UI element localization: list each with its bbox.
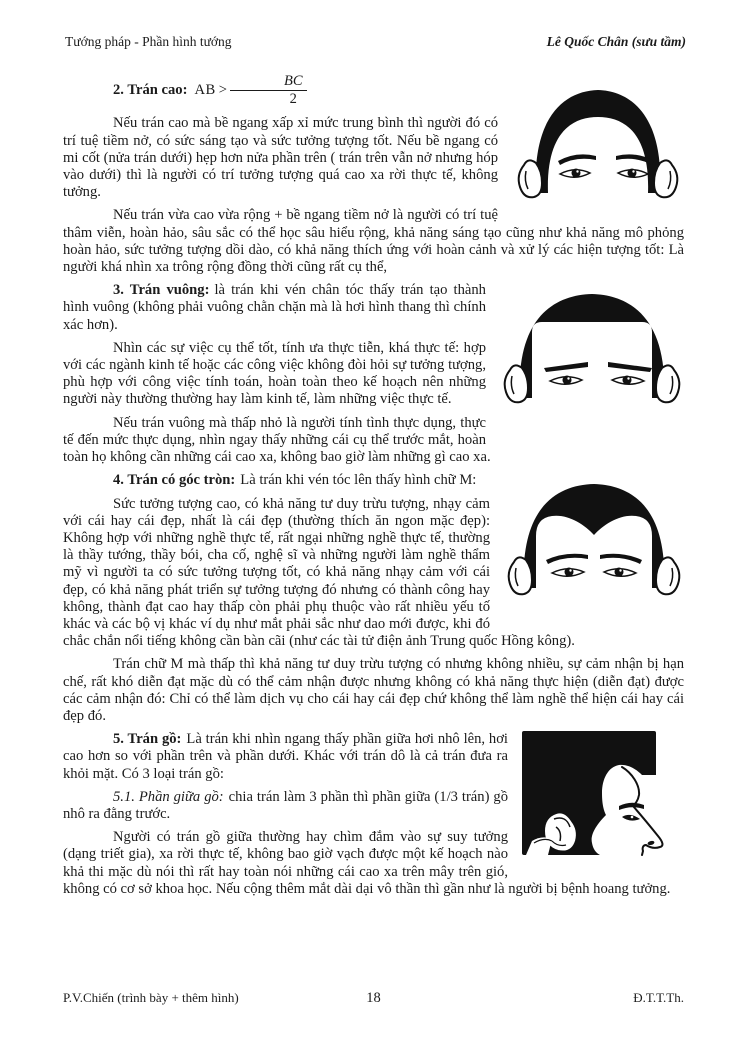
section-3-paragraph-1: Nhìn các sự việc cụ thể tốt, tính ưa thực tiễn, khá thực tế: hợp với các ngành kinh tế hoặc các công việc không đòi hỏi sự tưởng tượng, phù hợp với công việc tính toán, hoàn toàn theo kế hoạch nên những người này thường thường hay làm kinh tế, làm những việc thực tế. [63,339,486,408]
square-forehead-face-icon [500,282,684,412]
page-header [65,34,686,50]
right-eyebrow [608,362,652,372]
profile-bulging-forehead-face-icon [522,731,684,865]
header-title: Tướng pháp - Phần hình tướng [65,34,232,49]
page-number: 18 [366,990,381,1006]
fraction: $\frac{BC}{2}$ [230,74,307,107]
section-5-1-label: 5.1. Phần giữa gồ: [113,788,224,805]
section-4-intro: Là trán khi vén tóc lên thấy hình chữ M: [240,472,477,489]
section-2-label: 2. Trán cao: [113,82,188,99]
right-eye [604,568,636,577]
footer-credit-left: P.V.Chiến (trình bày + thêm hình) [63,990,239,1005]
left-eye [550,376,582,385]
footer-credit-right: Đ.T.T.Th. [633,990,684,1005]
section-3-intro: là trán khi vén chân tóc thấy trán tạo thành hình vuông (không phải vuông chằn chặn mà là hơi hình thang thì chính xác hơn). [63,282,486,333]
left-eye [560,169,590,178]
section-2-paragraph-1: Nếu trán cao mà bề ngang xấp xỉ mức trung bình thì người đó có trí tuệ tiềm nở, có sức sáng tạo và sức tưởng tượng tốt. Nếu bề ngang có mi cốt (nửa trán dưới) hẹp hơn nửa phần trên ( trán trên vẫn nở nhưng hóp vào dưới) thì là người có trí tưởng tượng quá cao xa rời thực tế, không tưởng. [63,115,498,201]
right-ear [654,160,677,197]
left-ear [519,160,542,197]
figure-square-forehead [500,282,684,430]
right-ear [656,366,679,403]
figure-profile-forehead [522,731,684,867]
section-4-paragraph-2: Trán chữ M mà thấp thì khả năng tư duy trừu tượng có nhưng không nhiều, sự cảm nhận bị hạn chế, rất khó diễn đạt mặc dù có thể cảm nhận được nhưng không có khả năng thực hiện (diễn đạt) được các cảm nhận đó: Chỉ có thể làm dịch vụ cho cái hay cái đẹp chứ không thể làm nghề thể hiện cái hay cái đẹp đó. [63,656,684,724]
left-ear [509,558,532,595]
figure-m-forehead [504,472,684,614]
section-5-intro: Là trán khi nhìn ngang thấy phần giữa hơi nhô lên, hơi cao hơn so với phần trên và phần dưới. Khác với trán dô là cả trán đưa ra khỏi mặt. Có 3 loại trán gồ: [63,731,508,782]
section-2-paragraph-2: Nếu trán vừa cao vừa rộng + bề ngang tiềm nở là người có trí tuệ thâm viễn, hoàn hảo, sâu sắc có thể học sâu hiểu rộng, khả năng sáng tạo cũng như khả năng mô phỏng hoàn hảo, sức tưởng tượng dồi dào, có khả năng thích ứng với hoàn cảnh và xử lý các hiện tượng tốt: Là người khá nhìn xa trông rộng đồng thời cũng rất cụ thể, [63,207,684,276]
left-eyebrow [544,362,588,372]
high-forehead-face-icon [512,79,684,205]
section-5-label: 5. Trán gồ: [113,731,182,748]
right-eyebrow [600,554,642,564]
section-4-label: 4. Trán có góc tròn: [113,472,236,489]
page-footer [63,990,684,1006]
hair-shape [536,90,661,193]
right-eye [618,169,648,178]
document-body [63,74,684,904]
right-eye [612,376,644,385]
m-shaped-forehead-face-icon [504,472,684,602]
section-5-paragraph-1: Người có trán gồ giữa thường hay chìm đắm vào sự suy tưởng (dạng triết gia), xa rời thực tế, không bao giờ vạch được một kế hoạch nào khả thi mặc dù nói thì rất hay toàn nói những cái cao xa trên mây trên gió, không có cơ sở khoa học. Nếu cộng thêm mắt dài dại vô thần thì gần như là người bị bệnh hoang tưởng. [63,829,671,897]
section-5-1-text: chia trán làm 3 phần thì phần giữa (1/3 trán) gồ nhô ra đằng trước. [63,788,508,822]
right-ear [656,558,679,595]
section-4-paragraph-1: Sức tưởng tượng cao, có khả năng tư duy trừu tượng, nhạy cảm với cái hay cái đẹp, nhất là cái đẹp (thường thích ăn ngon mặc đẹp): Không hợp với những nghề thực tế, rất ngại những nghề thực tế, thường là thầy tướng, thầy bói, cha cố, nghệ sĩ và những người làm nghề thẩm mỹ vì người ta có sức tưởng tượng tốt, có khả năng nhạy cảm với cái đẹp, có khả năng phát triển sự tưởng tượng đó nhưng có thành công hay không, thành đạt cao hay thấp còn phải phụ thuộc vào rất nhiều yếu tố khác và các bộ vị khác ví dụ như mắt phải sắc như dao mới được, khi đó chắc chắn nổi tiếng không cần bàn cãi (như các tài tử điện ảnh Trung quốc Hồng kông). [63,495,575,650]
left-ear [505,366,528,403]
forehead-formula: AB > $\frac{BC}{2}$ [192,82,306,98]
hair-shape [524,484,665,588]
section-3-label: 3. Trán vuông: [113,282,210,299]
figure-high-forehead [512,74,684,207]
section-3-paragraph-2: Nếu trán vuông mà thấp nhỏ là người tính tình thực dụng, thực tế đến mức thực dụng, nhìn ngay thấy những cái cụ thể trước mắt, hoàn toàn họ không cần những cái cao xa, không bao giờ làm những gì cao xa. [63,414,491,466]
hair-shape [520,294,665,398]
left-eyebrow [558,154,596,165]
left-eye [552,568,584,577]
header-author: Lê Quốc Chân (sưu tầm) [546,34,686,49]
left-eyebrow [546,554,588,564]
